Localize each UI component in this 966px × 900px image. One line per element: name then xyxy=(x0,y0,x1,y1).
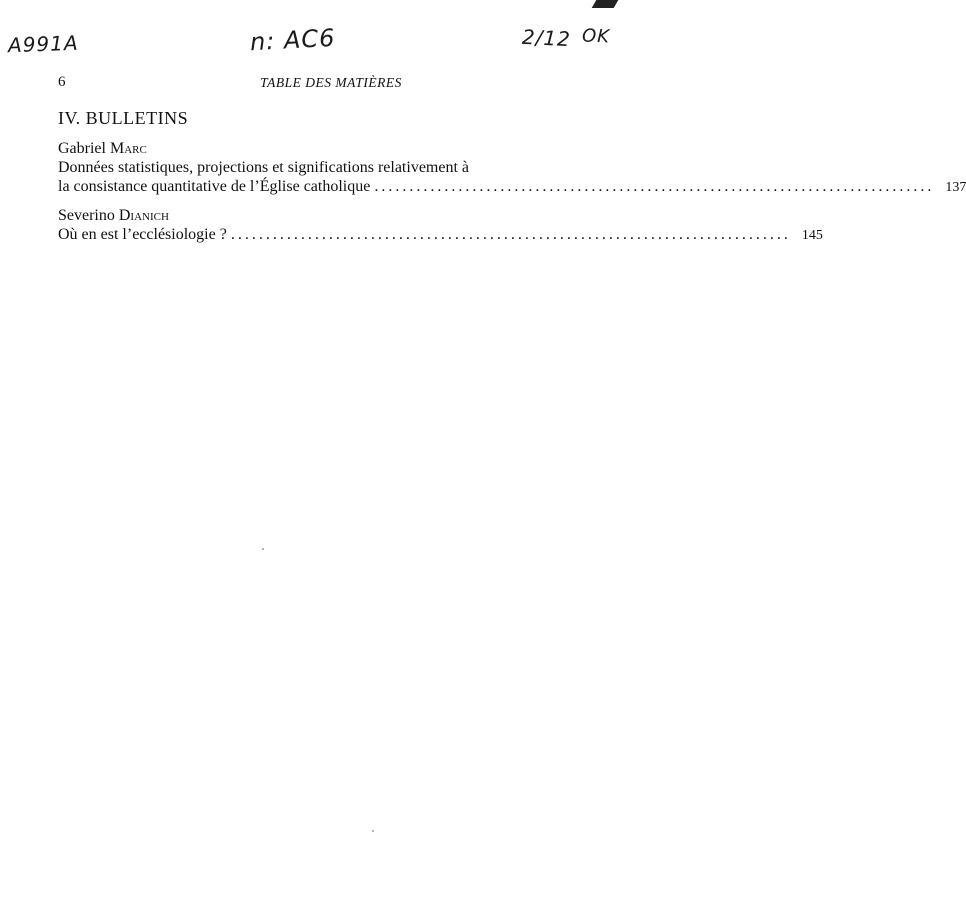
running-head xyxy=(58,74,604,94)
entry-title: Où en est l’ecclésiologie ? xyxy=(58,226,227,243)
author-first-name: Severino xyxy=(58,207,115,224)
handwritten-note-fraction: 2/12 xyxy=(521,24,572,52)
section-heading: IV. BULLETINS xyxy=(58,108,189,128)
entry-title-line: Données statistiques, projections et significations relativement à xyxy=(58,159,470,176)
dot-leader: ................................................................................ xyxy=(230,226,791,243)
scan-speck xyxy=(262,548,264,550)
entry-title-line-with-page xyxy=(58,225,823,245)
scan-speck xyxy=(372,830,374,832)
running-title: TABLE DES MATIÈRES xyxy=(260,75,402,90)
entry-title-line-with-page xyxy=(58,177,966,197)
corner-scan-mark xyxy=(592,0,619,8)
dot-leader: ................................................................................ xyxy=(374,178,935,195)
toc-entry xyxy=(58,139,966,197)
page-number: 6 xyxy=(58,74,66,90)
toc-entry xyxy=(58,206,823,245)
entry-page-number: 137 xyxy=(945,180,966,195)
entry-title-continuation: la consistance quantitative de l’Église catholique xyxy=(58,178,371,195)
author-last-name: Dianich xyxy=(118,207,169,224)
handwritten-note-left: A991A xyxy=(7,30,79,58)
author-first-name: Gabriel xyxy=(58,140,106,157)
entry-author xyxy=(58,206,604,225)
handwritten-note-middle: n: AC6 xyxy=(249,23,337,57)
author-last-name: Marc xyxy=(109,140,147,157)
entry-page-number: 145 xyxy=(801,228,823,243)
handwritten-note-ok: OK xyxy=(581,25,611,48)
entry-author xyxy=(58,139,604,158)
